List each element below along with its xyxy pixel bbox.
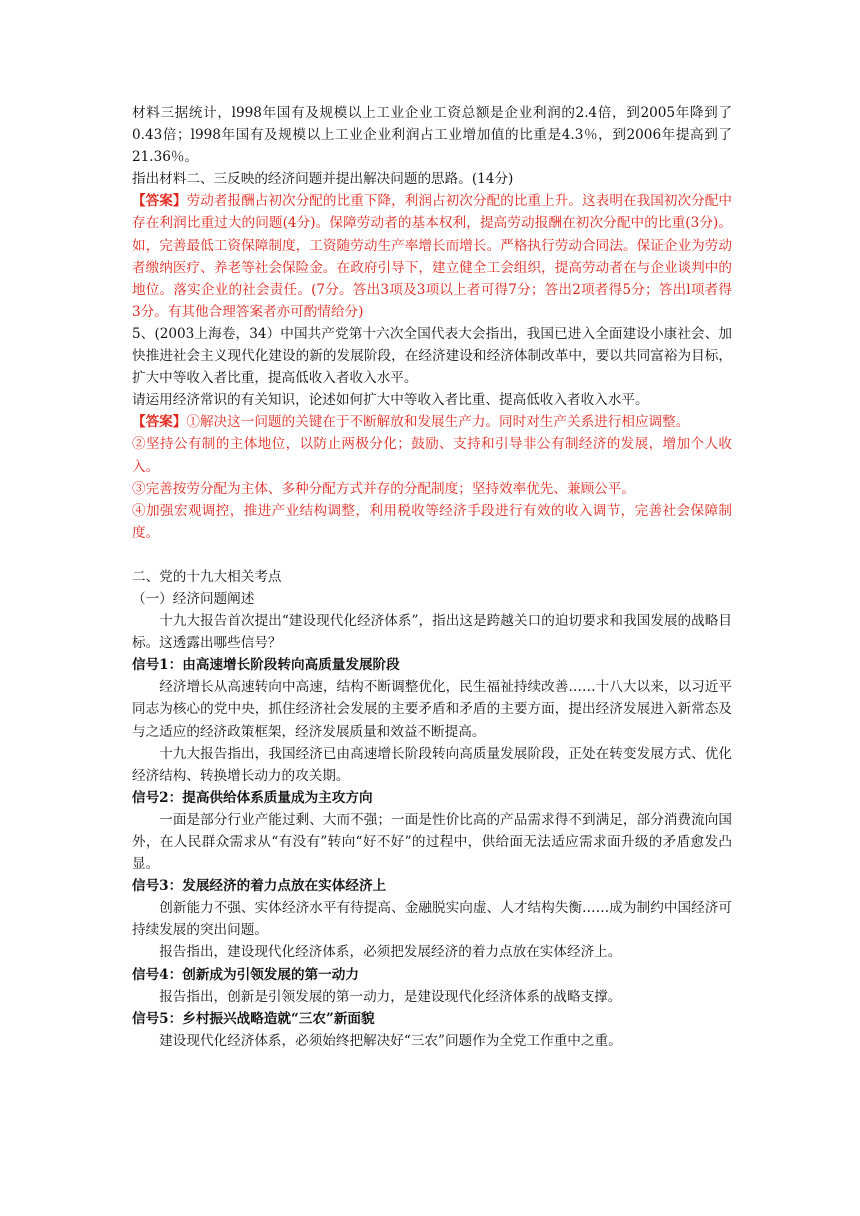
body-paragraph: 报告指出，创新是引领发展的第一动力，是建设现代化经济体系的战略支撑。	[159, 988, 622, 1005]
body-paragraph: 十九大报告指出，我国经济已由高速增长阶段转向高质量发展阶段，正处在转变发展方式、优化经济结构、转换增长动力的攻关期。	[132, 745, 732, 784]
question-text: 指出材料二、三反映的经济问题并提出解决问题的思路。(14分)	[132, 171, 514, 188]
answer-paragraph	[132, 190, 732, 323]
answer-label: 【答案】	[132, 414, 187, 431]
section-heading: 二、党的十九大相关考点	[132, 568, 282, 585]
body-paragraph: 经济增长从高速转向中高速，结构不断调整优化，民生福祉持续改善……十八大以来，以习近平同志为核心的党中央，抓住经济社会发展的主要矛盾和矛盾的主要方面，提出经济发展进入新常态及与之适应的经济政策框架，经济发展质量和效益不断提高。	[132, 679, 732, 740]
signal-heading-3: 信号3：发展经济的着力点放在实体经济上	[132, 878, 387, 895]
signal-heading-1: 信号1：由高速增长阶段转向高质量发展阶段	[132, 657, 400, 674]
answer-point-4: ④加强宏观调控，推进产业结构调整，利用税收等经济手段进行有效的收入调节，完善社会保障制度。	[132, 502, 732, 541]
document-page	[132, 102, 732, 1052]
answer-point-2: ②坚持公有制的主体地位，以防止两极分化；鼓励、支持和引导非公有制经济的发展，增加个人收入。	[132, 436, 732, 475]
answer-point-3: ③完善按劳分配为主体、多种分配方式并存的分配制度；坚持效率优先、兼顾公平。	[132, 480, 635, 497]
answer-text: ①解决这一问题的关键在于不断解放和发展生产力。同时对生产关系进行相应调整。	[186, 414, 690, 431]
body-paragraph: 创新能力不强、实体经济水平有待提高、金融脱实向虚、人才结构失衡……成为制约中国经济可持续发展的突出问题。	[132, 900, 732, 939]
body-paragraph: 报告指出，建设现代化经济体系，必须把发展经济的着力点放在实体经济上。	[159, 944, 622, 961]
signal-heading-4: 信号4：创新成为引领发展的第一动力	[132, 966, 359, 983]
body-paragraph: 建设现代化经济体系，必须始终把解决好“三农”问题作为全党工作重中之重。	[159, 1032, 622, 1049]
blank-line	[132, 544, 732, 566]
subsection-heading: （一）经济问题阐述	[132, 590, 255, 607]
question-five: 5、(2003上海卷，34）中国共产党第十六次全国代表大会指出，我国已进入全面建设小康社会、加快推进社会主义现代化建设的新的发展阶段，在经济建设和经济体制改革中，要以共同富裕为目标，扩大中等收入者比重，提高低收入者收入水平。	[132, 325, 732, 387]
intro-paragraph: 十九大报告首次提出“建设现代化经济体系”，指出这是跨越关口的迫切要求和我国发展的战略目标。这透露出哪些信号？	[132, 613, 732, 652]
paragraph-material-three: 材料三据统计，l998年国有及规模以上工业企业工资总额是企业利润的2.4倍，到2005年降到了0.43倍；l998年国有及规模以上工业企业利润占工业增加值的比重是4.3％，到2006年提高到了21.36％。	[132, 105, 732, 166]
question-five-prompt: 请运用经济常识的有关知识，论述如何扩大中等收入者比重、提高低收入者收入水平。	[132, 392, 649, 409]
answer-label: 【答案】	[132, 193, 187, 210]
answer-text: 劳动者报酬占初次分配的比重下降，利润占初次分配的比重上升。这表明在我国初次分配中存在利润比重过大的问题(4分)。保障劳动者的基本权利，提高劳动报酬在初次分配中的比重(3分)。如，完善最低工资保障制度，工资随劳动生产率增长而增长。严格执行劳动合同法。保证企业为劳动者缴纳医疗、养老等社会保险金。在政府引导下，建立健全工会组织，提高劳动者在与企业谈判中的地位。落实企业的社会责任。(7分。答出3项及3项以上者可得7分；答出2项者得5分；答出l项者得3分。有其他合理答案者亦可酌情给分)	[132, 193, 733, 320]
body-paragraph: 一面是部分行业产能过剩、大而不强；一面是性价比高的产品需求得不到满足，部分消费流向国外，在人民群众需求从“有没有”转向“好不好”的过程中，供给面无法适应需求面升级的矛盾愈发凸显。	[132, 811, 732, 873]
signal-heading-2: 信号2：提高供给体系质量成为主攻方向	[132, 789, 373, 806]
signal-heading-5: 信号5：乡村振兴战略造就“三农”新面貌	[132, 1010, 375, 1027]
answer-paragraph	[132, 411, 732, 433]
